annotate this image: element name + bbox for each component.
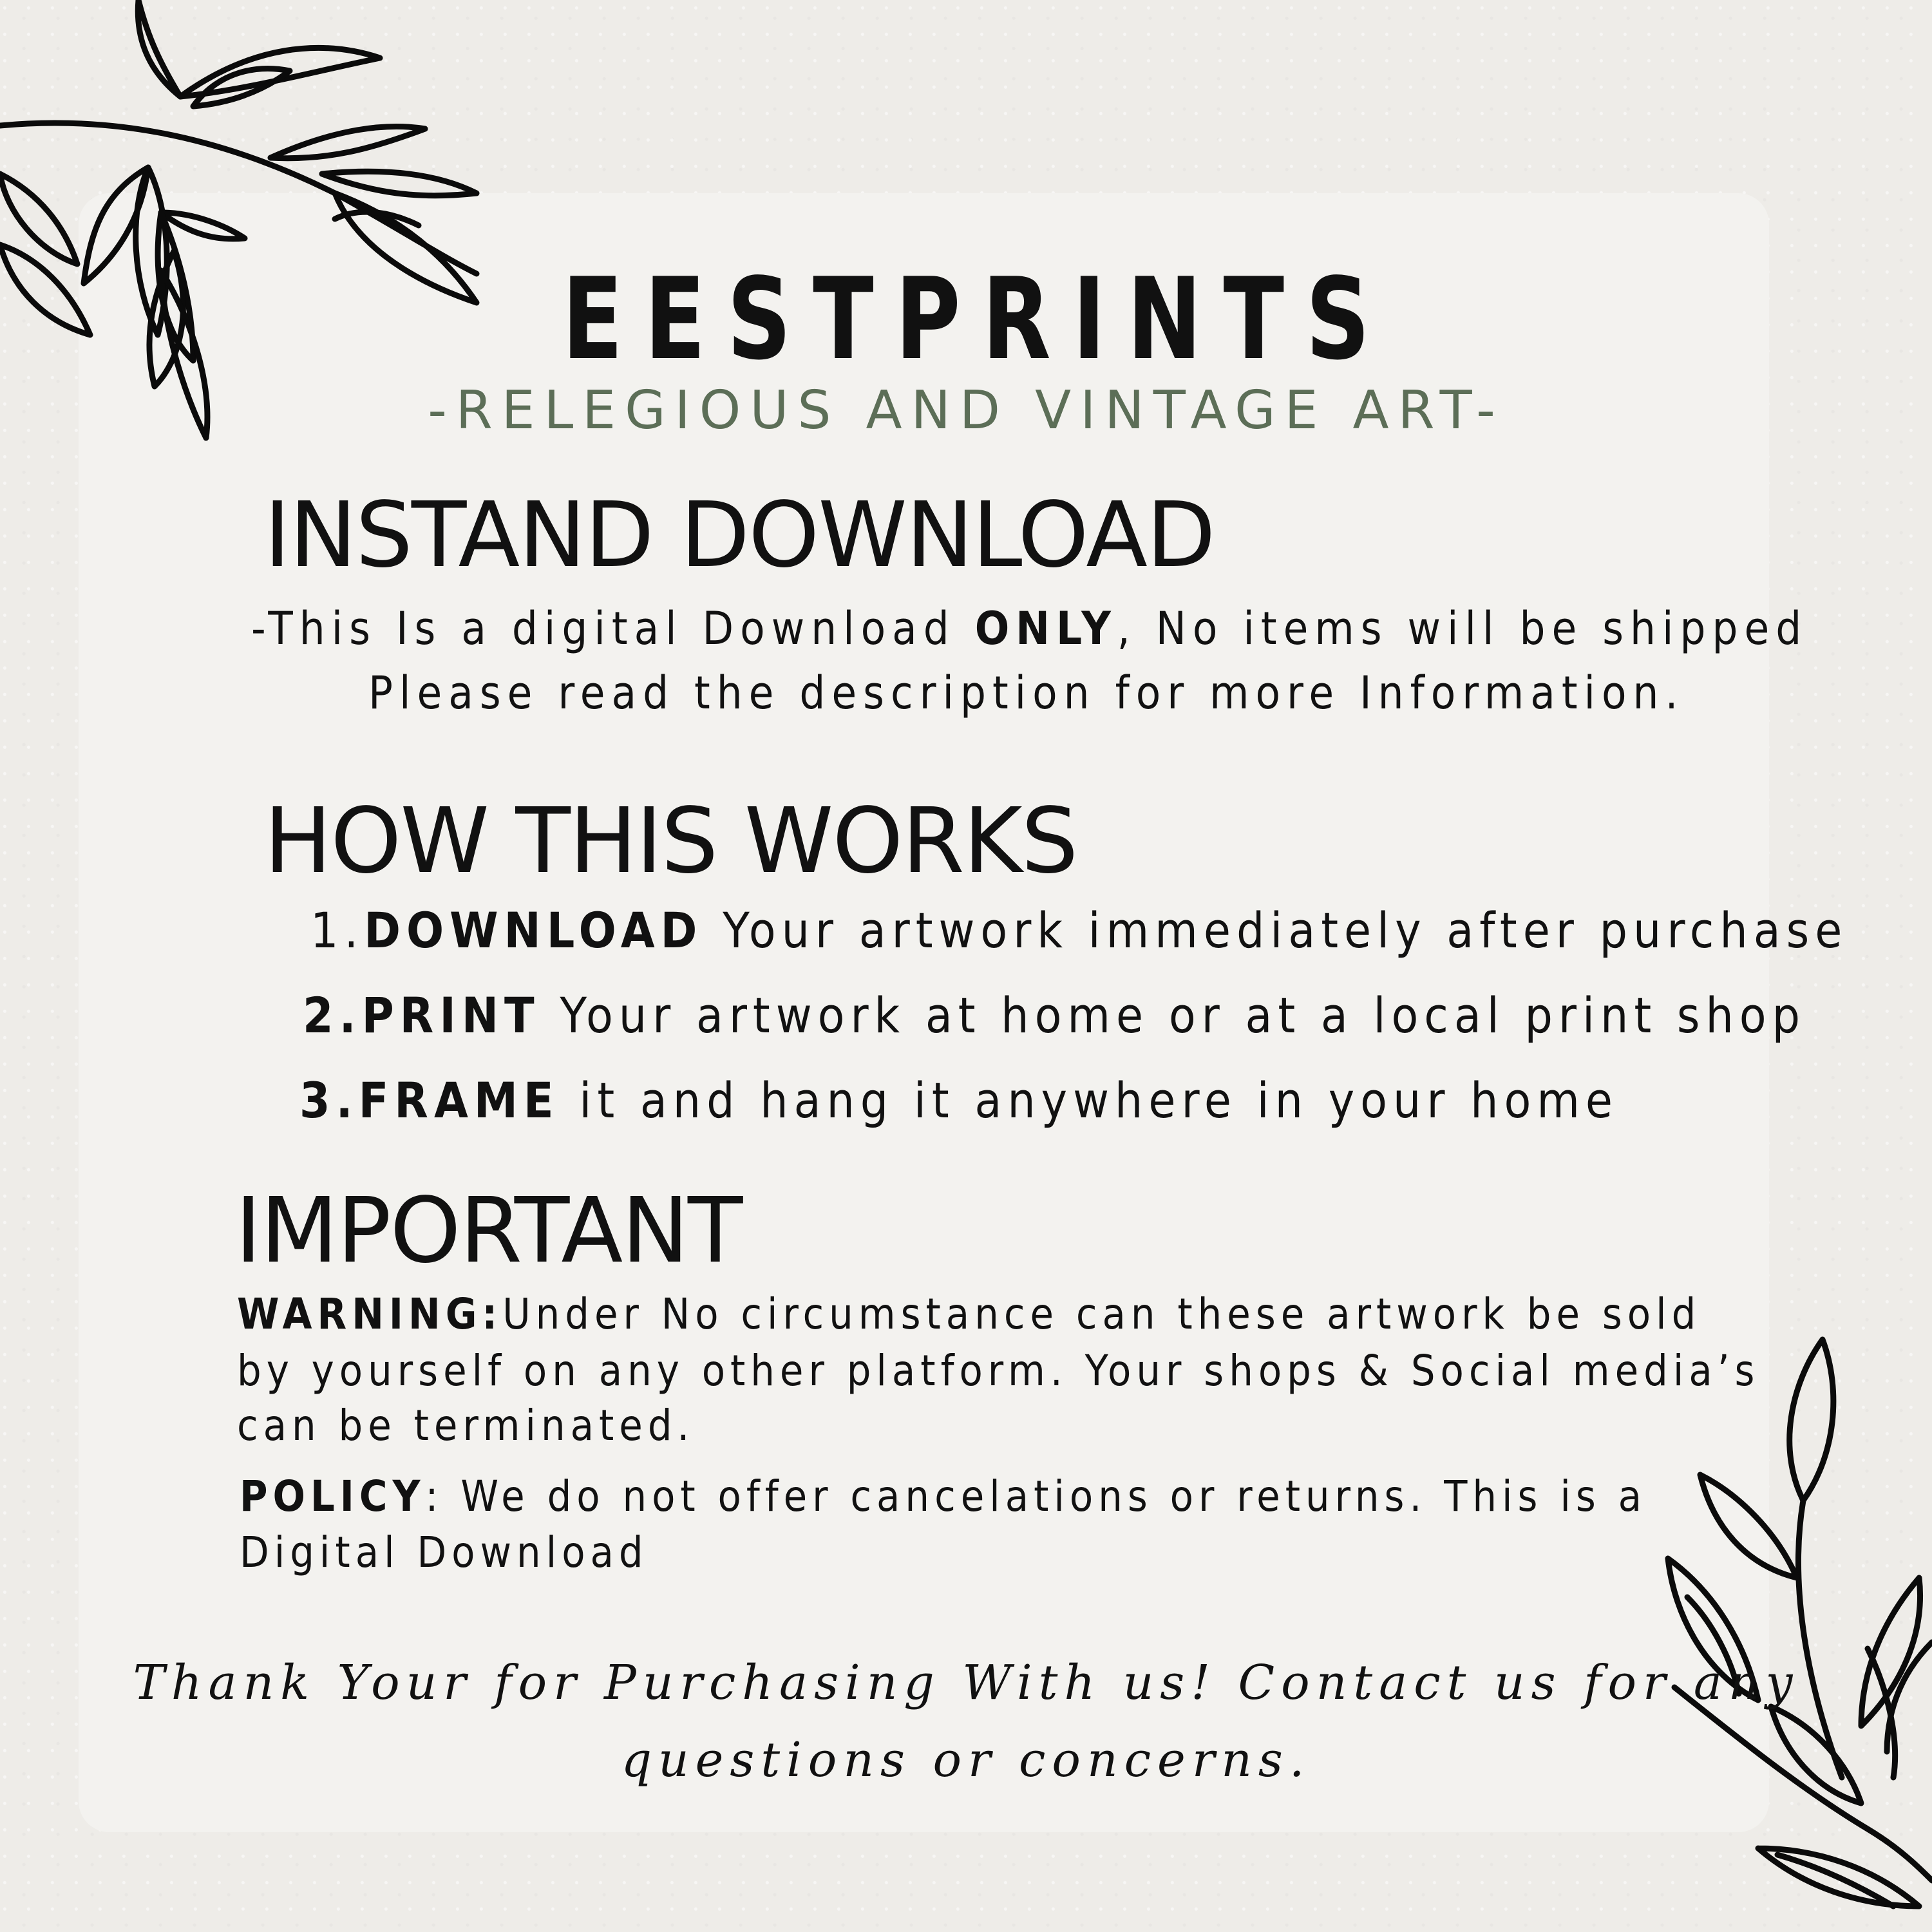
step-2-number: 2. — [303, 987, 362, 1044]
warning-line-3: can be terminated. — [237, 1401, 695, 1450]
step-3-keyword: FRAME — [358, 1072, 560, 1129]
step-1-text: Your artwork immediately after purchase — [703, 902, 1848, 959]
step-2 — [303, 987, 1806, 1044]
policy-line-1 — [240, 1472, 1647, 1521]
warning-line-1 — [237, 1289, 1701, 1339]
thanks-line-1: Thank Your for Purchasing With us! Contact us for any — [133, 1655, 1799, 1710]
thanks-line-2: questions or concerns. — [621, 1732, 1311, 1788]
warning-line-2: by yourself on any other platform. Your shops & Social media’s — [237, 1346, 1760, 1396]
instant-line-1 — [251, 602, 1808, 655]
step-3-number: 3. — [299, 1072, 359, 1129]
warning-label: WARNING: — [237, 1289, 503, 1339]
step-1 — [310, 902, 1848, 959]
brand-name: EESTPRINTS — [562, 254, 1392, 385]
step-2-text: Your artwork at home or at a local print shop — [540, 987, 1806, 1044]
brand-tagline: -RELEGIOUS AND VINTAGE ART- — [428, 380, 1504, 441]
step-3 — [299, 1072, 1618, 1129]
instant-download-title: INSTAND DOWNLOAD — [264, 483, 1215, 588]
policy-text-1: : We do not offer cancelations or returns. This is a — [425, 1472, 1647, 1521]
step-2-keyword: PRINT — [361, 987, 540, 1044]
instant-line-1-pre: -This Is a digital Download — [251, 602, 975, 655]
policy-line-2: Digital Download — [240, 1528, 649, 1577]
important-title: IMPORTANT — [235, 1179, 742, 1283]
only-keyword: ONLY — [974, 602, 1117, 655]
step-3-text: it and hang it anywhere in your home — [559, 1072, 1619, 1129]
policy-label: POLICY — [240, 1472, 426, 1521]
how-this-works-title: HOW THIS WORKS — [264, 789, 1077, 894]
warning-text-1: Under No circumstance can these artwork be sold — [502, 1289, 1701, 1339]
step-1-keyword: DOWNLOAD — [364, 902, 703, 959]
step-1-number: 1. — [310, 902, 365, 959]
instant-line-2: Please read the description for more Information. — [368, 667, 1685, 719]
instant-line-1-post: , No items will be shipped — [1117, 602, 1808, 655]
